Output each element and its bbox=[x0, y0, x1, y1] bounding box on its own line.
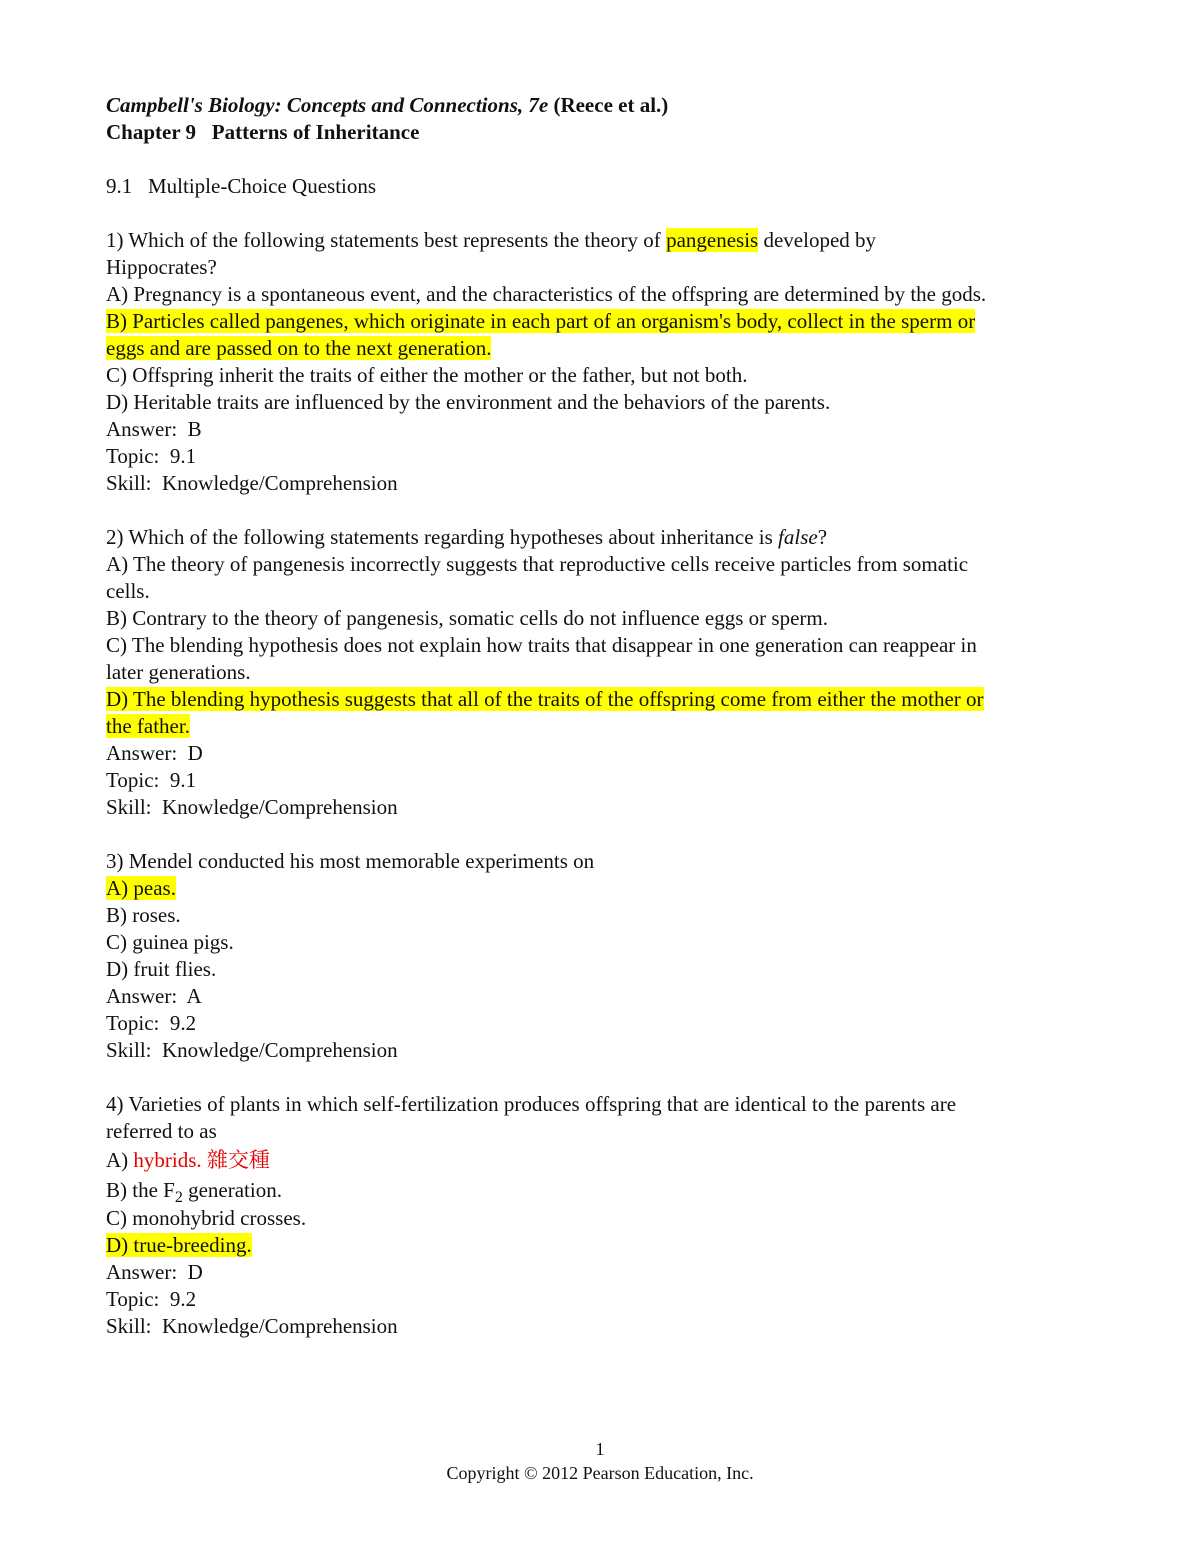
question-stem: 3) Mendel conducted his most memorable experiments on bbox=[106, 849, 595, 873]
option-a: A) The theory of pangenesis incorrectly suggests that reproductive cells receive particles from somatic bbox=[106, 552, 969, 576]
topic: Topic: 9.2 bbox=[106, 1287, 197, 1311]
option-a: A) Pregnancy is a spontaneous event, and the characteristics of the offspring are determined by the gods. bbox=[106, 282, 987, 306]
question-1 bbox=[106, 227, 1106, 497]
answer: Answer: B bbox=[106, 417, 202, 441]
subscript: 2 bbox=[174, 1189, 183, 1206]
question-stem: 2) Which of the following statements regarding hypotheses about inheritance is false? bbox=[106, 525, 828, 549]
highlighted-term: pangenesis bbox=[666, 228, 759, 252]
answer: Answer: A bbox=[106, 984, 202, 1008]
question-stem: 1) Which of the following statements best represents the theory of pangenesis developed by bbox=[106, 228, 877, 252]
document-page bbox=[106, 92, 1106, 1340]
option-b: B) roses. bbox=[106, 903, 181, 927]
option-c: C) The blending hypothesis does not explain how traits that disappear in one generation can reappear in bbox=[106, 633, 977, 657]
option-d: D) fruit flies. bbox=[106, 957, 217, 981]
question-3 bbox=[106, 848, 1106, 1064]
copyright-notice: Copyright © 2012 Pearson Education, Inc. bbox=[446, 1463, 754, 1483]
question-stem: 4) Varieties of plants in which self-fertilization produces offspring that are identical to the parents are bbox=[106, 1092, 957, 1116]
option-b: B) Contrary to the theory of pangenesis, somatic cells do not influence eggs or sperm. bbox=[106, 606, 828, 630]
document-header bbox=[106, 92, 1106, 119]
option-c: C) guinea pigs. bbox=[106, 930, 234, 954]
option-c-cont: later generations. bbox=[106, 660, 251, 684]
chapter-title: Chapter 9 Patterns of Inheritance bbox=[106, 120, 420, 144]
topic: Topic: 9.1 bbox=[106, 444, 197, 468]
option-a: A) peas. bbox=[106, 876, 176, 900]
book-title: Campbell's Biology: Concepts and Connections, 7e bbox=[106, 93, 549, 117]
option-a-cont: cells. bbox=[106, 579, 150, 603]
option-c: C) Offspring inherit the traits of either the mother or the father, but not both. bbox=[106, 363, 748, 387]
option-d: D) Heritable traits are influenced by the environment and the behaviors of the parents. bbox=[106, 390, 831, 414]
book-authors: (Reece et al.) bbox=[553, 93, 669, 117]
option-b: B) the $F_2$ generation. bbox=[106, 1178, 282, 1206]
question-stem-cont: Hippocrates? bbox=[106, 255, 217, 279]
skill: Skill: Knowledge/Comprehension bbox=[106, 795, 398, 819]
emphasis-word: false bbox=[778, 525, 818, 549]
option-a: A) hybrids. 雜交種 bbox=[106, 1148, 270, 1172]
skill: Skill: Knowledge/Comprehension bbox=[106, 471, 398, 495]
topic: Topic: 9.2 bbox=[106, 1011, 197, 1035]
annotated-option-text: hybrids. 雜交種 bbox=[133, 1148, 270, 1172]
question-2 bbox=[106, 524, 1106, 821]
question-4 bbox=[106, 1091, 1106, 1340]
page-number: 1 bbox=[595, 1439, 605, 1459]
skill: Skill: Knowledge/Comprehension bbox=[106, 1038, 398, 1062]
option-b-cont: eggs and are passed on to the next generation. bbox=[106, 336, 492, 360]
section-title: 9.1 Multiple-Choice Questions bbox=[106, 174, 377, 198]
option-b: B) Particles called pangenes, which originate in each part of an organism's body, collect in the sperm or bbox=[106, 309, 976, 333]
option-c: C) monohybrid crosses. bbox=[106, 1206, 307, 1230]
topic: Topic: 9.1 bbox=[106, 768, 197, 792]
answer: Answer: D bbox=[106, 1260, 203, 1284]
option-d: D) true-breeding. bbox=[106, 1233, 252, 1257]
question-stem-cont: referred to as bbox=[106, 1119, 217, 1143]
answer: Answer: D bbox=[106, 741, 203, 765]
option-d-cont: the father. bbox=[106, 714, 190, 738]
option-d: D) The blending hypothesis suggests that all of the traits of the offspring come from either the mother or bbox=[106, 687, 984, 711]
skill: Skill: Knowledge/Comprehension bbox=[106, 1314, 398, 1338]
